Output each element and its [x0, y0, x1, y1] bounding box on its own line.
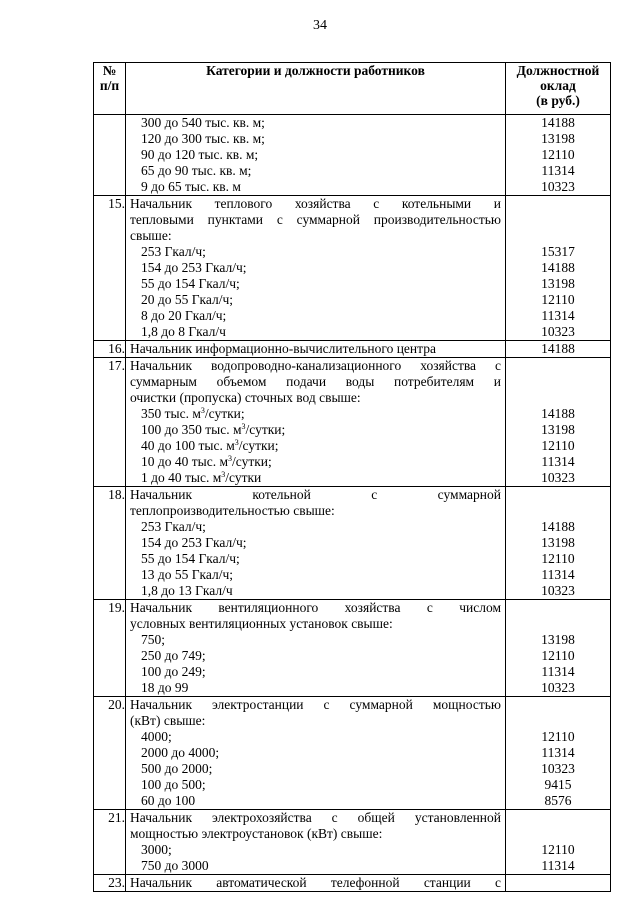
table-header [94, 63, 611, 115]
table-row [94, 697, 611, 810]
table-row [94, 600, 611, 697]
table-row [94, 875, 611, 892]
header-salary: Должностной оклад (в руб.) [506, 63, 611, 115]
salary-value: 12110 [541, 842, 575, 857]
category-text: Начальник автоматической телефонной станции с [130, 875, 501, 890]
category-item: 65 до 90 тыс. кв. м; [141, 163, 252, 178]
category-item: 60 до 100 [141, 793, 196, 808]
salary-value: 11314 [541, 567, 575, 582]
salary-cell [506, 487, 611, 600]
row-number: 23. [94, 875, 126, 892]
category-text: Начальник водопроводно-канализационного хозяйства с [130, 358, 501, 373]
table-body [94, 115, 611, 892]
salary-value: 12110 [541, 147, 575, 162]
category-item: 750 до 3000 [141, 858, 209, 873]
salary-value: 12110 [541, 438, 575, 453]
salary-cell [506, 810, 611, 875]
salary-value: 14188 [541, 341, 575, 356]
category-text: Начальник теплового хозяйства с котельными и [130, 196, 501, 211]
category-item: 154 до 253 Гкал/ч; [141, 260, 247, 275]
row-number [94, 115, 126, 196]
category-item: 100 до 350 тыс. $м^3$/сутки; [141, 422, 286, 437]
salary-value: 11314 [541, 163, 575, 178]
category-item: 90 до 120 тыс. кв. м; [141, 147, 259, 162]
salary-cell [506, 115, 611, 196]
salary-value: 10323 [541, 470, 575, 485]
category-item: 2000 до 4000; [141, 745, 220, 760]
salary-cell [506, 358, 611, 487]
category-text: Начальник электростанции с суммарной мощностью [130, 697, 501, 712]
row-number: 17. [94, 358, 126, 487]
category-item: 9 до 65 тыс. кв. м [141, 179, 241, 194]
salary-value: 10323 [541, 761, 575, 776]
salary-cell [506, 196, 611, 341]
table-row [94, 341, 611, 358]
page-number: 34 [313, 18, 327, 33]
salary-cell [506, 341, 611, 358]
category-text: Начальник информационно-вычислительного центра [130, 341, 436, 356]
category-item: 20 до 55 Гкал/ч; [141, 292, 234, 307]
category-item: 250 до 749; [141, 648, 206, 663]
category-item: 154 до 253 Гкал/ч; [141, 535, 247, 550]
category-cell [126, 697, 506, 810]
salary-value: 14188 [541, 260, 575, 275]
category-cell [126, 341, 506, 358]
salary-value: 11314 [541, 858, 575, 873]
category-item: 55 до 154 Гкал/ч; [141, 276, 240, 291]
category-cell [126, 600, 506, 697]
category-text: теплопроизводительностью свыше: [130, 503, 335, 518]
table-row [94, 487, 611, 600]
category-text: свыше: [130, 228, 172, 243]
category-text: Начальник вентиляционного хозяйства с числом [130, 600, 501, 615]
table-row [94, 810, 611, 875]
salary-value: 12110 [541, 551, 575, 566]
salary-value: 10323 [541, 680, 575, 695]
header-number: № п/п [94, 63, 126, 115]
category-item: 18 до 99 [141, 680, 189, 695]
category-item: 4000; [141, 729, 172, 744]
category-cell [126, 487, 506, 600]
salary-value: 12110 [541, 648, 575, 663]
category-cell [126, 810, 506, 875]
category-cell [126, 875, 506, 892]
salary-value: 12110 [541, 292, 575, 307]
row-number: 21. [94, 810, 126, 875]
salary-value: 10323 [541, 179, 575, 194]
row-number: 20. [94, 697, 126, 810]
salary-value: 13198 [541, 632, 575, 647]
category-text: Начальник котельной с суммарной [130, 487, 501, 502]
salary-value: 14188 [541, 406, 575, 421]
category-item: 500 до 2000; [141, 761, 213, 776]
category-cell [126, 196, 506, 341]
salary-value: 11314 [541, 454, 575, 469]
salary-cell [506, 600, 611, 697]
row-number: 15. [94, 196, 126, 341]
category-item: 1 до 40 тыс. $м^3$/сутки [141, 470, 262, 485]
category-text: Начальник электрохозяйства с общей установленной [130, 810, 501, 825]
salary-value: 13198 [541, 276, 575, 291]
salary-value: 14188 [541, 519, 575, 534]
category-text: (кВт) свыше: [130, 713, 206, 728]
salary-value: 13198 [541, 422, 575, 437]
category-item: 350 тыс. $м^3$/сутки; [141, 406, 245, 421]
category-text: условных вентиляционных установок свыше: [130, 616, 393, 631]
category-item: 100 до 500; [141, 777, 206, 792]
category-item: 253 Гкал/ч; [141, 519, 206, 534]
category-item: 253 Гкал/ч; [141, 244, 206, 259]
category-text: тепловыми пунктами с суммарной производительностью [130, 212, 501, 227]
salary-cell [506, 875, 611, 892]
category-cell [126, 115, 506, 196]
category-text: мощностью электроустановок (кВт) свыше: [130, 826, 383, 841]
salary-table [93, 62, 611, 892]
table-row [94, 115, 611, 196]
salary-value: 10323 [541, 324, 575, 339]
header-category: Категории и должности работников [126, 63, 506, 115]
salary-value: 11314 [541, 308, 575, 323]
salary-value: 9415 [544, 777, 572, 792]
row-number: 18. [94, 487, 126, 600]
category-item: 55 до 154 Гкал/ч; [141, 551, 240, 566]
row-number: 19. [94, 600, 126, 697]
salary-value: 12110 [541, 729, 575, 744]
category-item: 300 до 540 тыс. кв. м; [141, 115, 265, 130]
category-item: 750; [141, 632, 166, 647]
table-row [94, 358, 611, 487]
category-cell [126, 358, 506, 487]
category-item: 40 до 100 тыс. $м^3$/сутки; [141, 438, 279, 453]
salary-value: 15317 [541, 244, 575, 259]
category-item: 13 до 55 Гкал/ч; [141, 567, 234, 582]
salary-value: 10323 [541, 583, 575, 598]
table-row [94, 196, 611, 341]
category-item: 1,8 до 8 Гкал/ч [141, 324, 226, 339]
category-text: очистки (пропуска) сточных вод свыше: [130, 390, 361, 405]
category-item: 3000; [141, 842, 172, 857]
row-number: 16. [94, 341, 126, 358]
salary-value: 11314 [541, 664, 575, 679]
salary-value: 13198 [541, 535, 575, 550]
salary-value: 8576 [544, 793, 572, 808]
salary-value: 13198 [541, 131, 575, 146]
category-item: 10 до 40 тыс. $м^3$/сутки; [141, 454, 272, 469]
salary-value: 11314 [541, 745, 575, 760]
category-item: 120 до 300 тыс. кв. м; [141, 131, 265, 146]
salary-cell [506, 697, 611, 810]
category-item: 1,8 до 13 Гкал/ч [141, 583, 233, 598]
category-item: 100 до 249; [141, 664, 206, 679]
category-text: суммарным объемом подачи воды потребителям и [130, 374, 501, 389]
salary-value: 14188 [541, 115, 575, 130]
category-item: 8 до 20 Гкал/ч; [141, 308, 227, 323]
